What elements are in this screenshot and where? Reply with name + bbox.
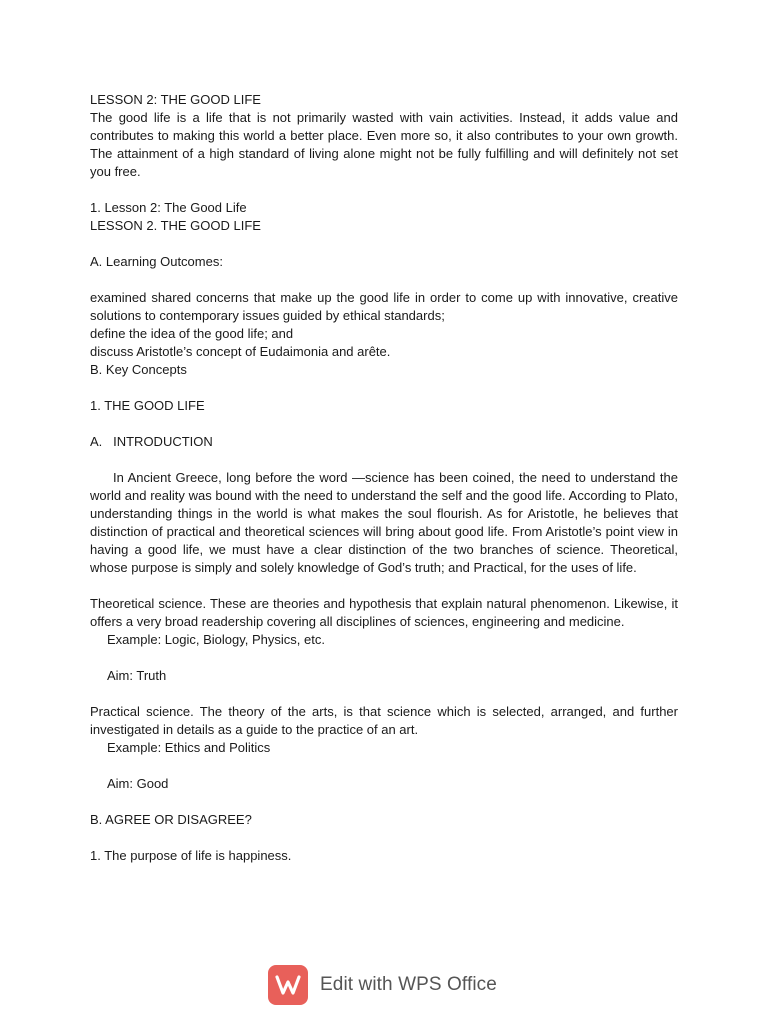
agree-disagree-title: B. AGREE OR DISAGREE? — [90, 812, 252, 827]
learning-outcomes-title: A. Learning Outcomes: — [90, 254, 223, 269]
practical-aim: Aim: Good — [107, 776, 169, 791]
wps-edit-banner[interactable] — [268, 965, 497, 1005]
toc-item: 1. Lesson 2: The Good Life — [90, 200, 247, 215]
outcome-item: define the idea of the good life; and — [90, 326, 294, 341]
intro-paragraph: The good life is a life that is not primarily wasted with vain activities. Instead, it adds value and contributes to making this world a better place. Even more so, it also contributes to your own growth. The attainment of a high standard of living alone might not be fully fulfilling and will definitely not set you free. — [90, 110, 678, 179]
practical-example: Example: Ethics and Politics — [107, 740, 271, 755]
theoretical-paragraph: Theoretical science. These are theories and hypothesis that explain natural phenomenon. Likewise, it offers a very broad readership covering all disciplines of sciences, engineering and medicine. — [90, 596, 678, 629]
theoretical-example: Example: Logic, Biology, Physics, etc. — [107, 632, 325, 647]
outcome-item: examined shared concerns that make up the good life in order to come up with innovative, creative solutions to contemporary issues guided by ethical standards; — [90, 290, 678, 323]
theoretical-aim: Aim: Truth — [107, 668, 167, 683]
practical-paragraph: Practical science. The theory of the arts, is that science which is selected, arranged, and further investigated in details as a guide to the practice of an art. — [90, 704, 678, 737]
lesson-subheading: LESSON 2. THE GOOD LIFE — [90, 218, 261, 233]
lesson-heading: LESSON 2: THE GOOD LIFE — [90, 92, 261, 107]
wps-edit-label: Edit with WPS Office — [320, 974, 497, 995]
introduction-title: A. INTRODUCTION — [90, 434, 213, 449]
introduction-paragraph: In Ancient Greece, long before the word —science has been coined, the need to understand the world and reality was bound with the need to understand the self and the good life. According to Plato, understanding things in the world is what makes the soul flourish. As for Aristotle, he believes that distinction of practical and theoretical sciences will bring about good life. From Aristotle’s point view in having a good life, we must have a clear distinction of the two branches of science. Theoretical, whose purpose is simply and solely knowledge of God’s truth; and Practical, for the uses of life. — [90, 470, 678, 575]
statement-item: 1. The purpose of life is happiness. — [90, 848, 292, 863]
document-page — [90, 91, 678, 865]
wps-office-logo-icon — [268, 965, 308, 1005]
outcome-item: discuss Aristotle’s concept of Eudaimonia and arête. — [90, 344, 391, 359]
section-title: 1. THE GOOD LIFE — [90, 398, 205, 413]
key-concepts-title: B. Key Concepts — [90, 362, 187, 377]
